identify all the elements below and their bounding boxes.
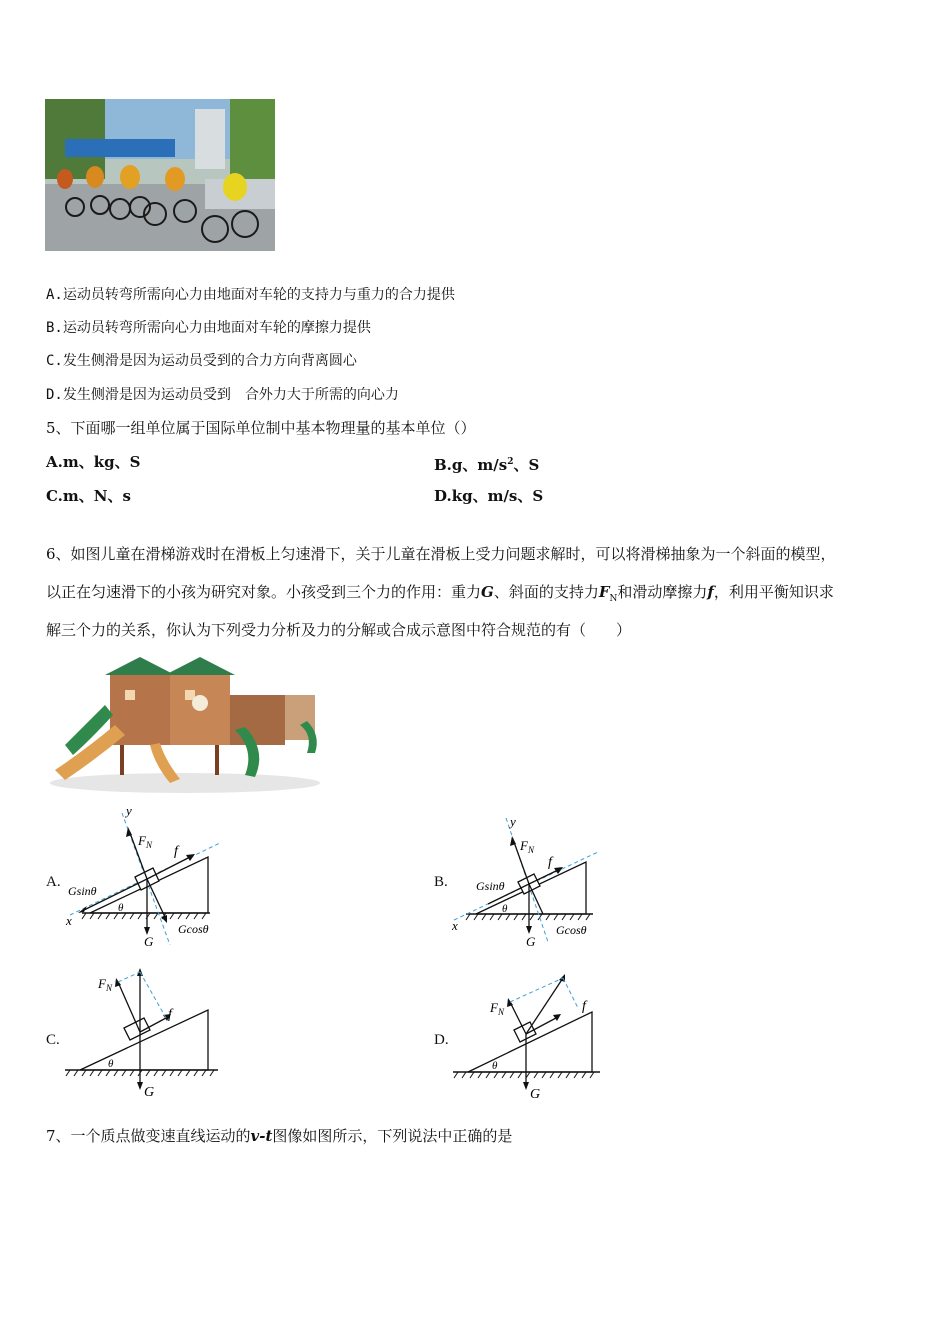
- y-axis-label: y: [510, 814, 516, 829]
- q5-option-c: C.m、N、s: [46, 487, 131, 505]
- diagram-c-label: C.: [46, 1032, 60, 1048]
- force-diagram-d: [448, 968, 608, 1100]
- q5-option-d: D.kg、m/s、S: [434, 487, 544, 505]
- diagram-b-label: B.: [434, 874, 448, 890]
- playground-illustration: [45, 655, 325, 795]
- q4-option-a: A.运动员转弯所需向心力由地面对车轮的支持力与重力的合力提供: [46, 287, 455, 303]
- theta-label: θ: [118, 902, 124, 914]
- q4-option-b: B.运动员转弯所需向心力由地面对车轮的摩擦力提供: [46, 320, 371, 336]
- force-diagram-b: [448, 812, 608, 952]
- f-label: f: [174, 844, 178, 859]
- force-diagram-c: [60, 960, 225, 1100]
- x-axis-label: x: [452, 918, 458, 933]
- g-label: G: [530, 1087, 541, 1100]
- q5-option-a: A.m、kg、S: [46, 453, 141, 471]
- x-axis-label: x: [66, 913, 72, 928]
- q7-stem: 7、一个质点做变速直线运动的v-t图像如图所示，下列说法中正确的是: [46, 1127, 513, 1145]
- fn-label: $F_N$: [520, 838, 534, 855]
- diagram-a-label: A.: [46, 874, 61, 890]
- fn-label: $F_N$: [138, 833, 152, 850]
- theta-label: θ: [108, 1058, 114, 1070]
- q4-option-d: D.发生侧滑是因为运动员受到 合外力大于所需的向心力: [46, 387, 399, 403]
- gcos-label: Gcosθ: [556, 923, 587, 937]
- f-label: f: [168, 1007, 172, 1022]
- q6-stem-line1: 6、如图儿童在滑梯游戏时在滑板上匀速滑下，关于儿童在滑板上受力问题求解时，可以将滑梯抽象为一个斜面的模型，: [46, 545, 836, 563]
- cyclists-photo: [45, 99, 275, 251]
- fn-label: $F_N$: [490, 1000, 504, 1017]
- q6-stem-line2: 以正在匀速滑下的小孩为研究对象。小孩受到三个力的作用：重力G、斜面的支持力$F_N$和滑动摩擦力f，利用平衡知识求: [46, 583, 834, 604]
- fn-label: $F_N$: [98, 976, 112, 993]
- q4-option-c: C.发生侧滑是因为运动员受到的合力方向背离圆心: [46, 353, 357, 369]
- f-label: f: [582, 999, 586, 1014]
- g-label: G: [526, 934, 536, 949]
- force-diagram-a: [60, 805, 230, 950]
- q6-stem-line3: 解三个力的关系，你认为下列受力分析及力的分解或合成示意图中符合规范的有（ ）: [46, 621, 632, 639]
- theta-label: θ: [492, 1060, 498, 1072]
- f-label: f: [548, 855, 552, 870]
- diagram-d-label: D.: [434, 1032, 449, 1048]
- gsin-label: Gsinθ: [68, 884, 97, 898]
- q5-stem: 5、下面哪一组单位属于国际单位制中基本物理量的基本单位（）: [46, 419, 476, 437]
- g-label: G: [144, 1085, 155, 1100]
- q5-option-b: B.g、$m/s^2$、S: [434, 456, 540, 474]
- gsin-label: Gsinθ: [476, 879, 505, 893]
- y-axis-label: y: [126, 805, 132, 818]
- g-label: G: [144, 934, 154, 949]
- gcos-label: Gcosθ: [178, 922, 209, 936]
- theta-label: θ: [502, 903, 508, 915]
